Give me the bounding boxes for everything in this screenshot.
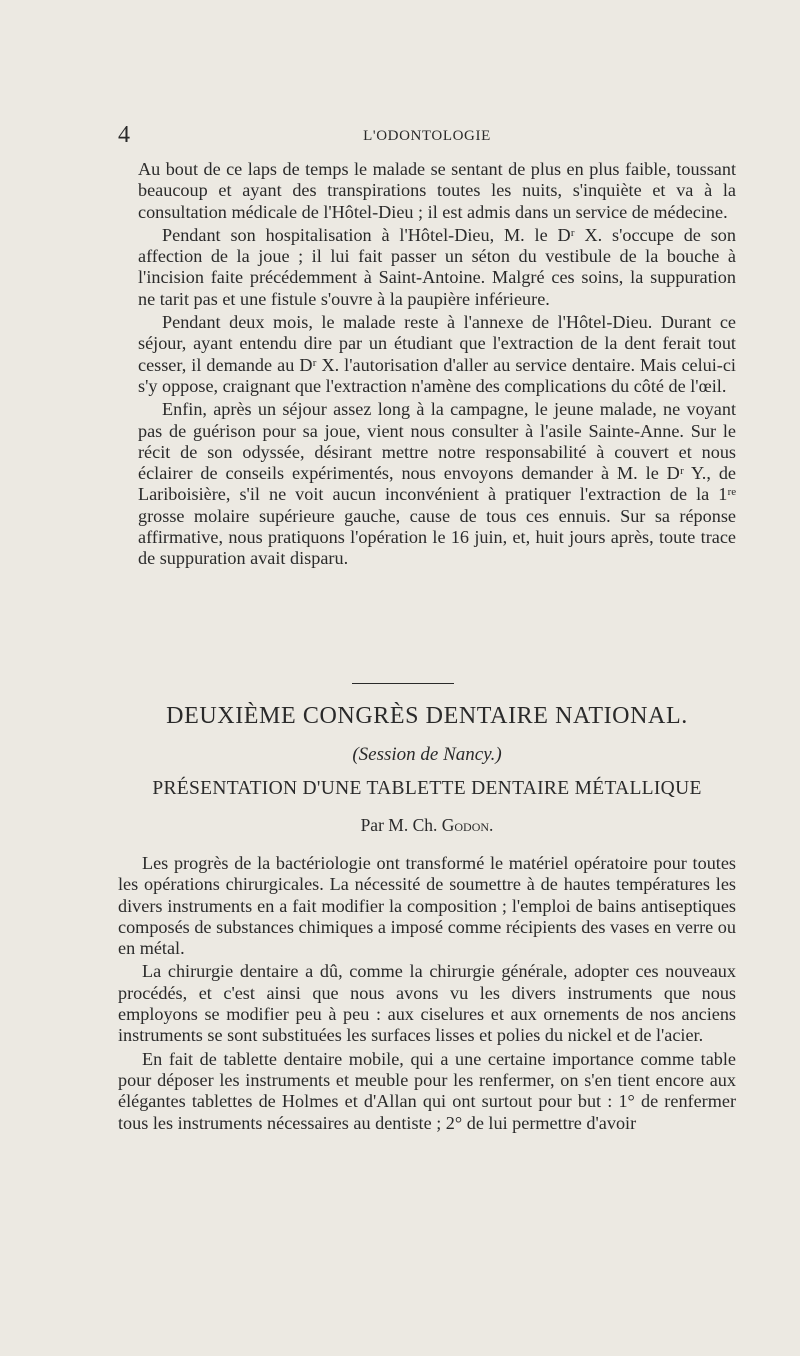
paragraph: Au bout de ce laps de temps le malade se sentant de plus en plus faible, toussant beaucoup et ayant des transpirations toutes les nuits, s'inquiète et va à la consultation médicale de l'Hôtel-Dieu ; il est admis dans un service de médecine.	[138, 159, 736, 222]
section-divider	[352, 683, 454, 684]
page-header	[118, 122, 736, 152]
paragraph: Enfin, après un séjour assez long à la campagne, le jeune malade, ne voyant pas de guérison pour sa joue, vient nous consulter à l'asile Sainte-Anne. Sur le récit de son odyssée, désirant mettre notre responsabilité à couvert et nous éclairer de conseils expérimentés, nous envoyons demander à M. le Dʳ Y., de Lariboisière, s'il ne voit aucun inconvénient à pratiquer l'extraction de la 1ʳᵉ grosse molaire supérieure gauche, cause de tous ces ennuis. Sur sa réponse affirmative, nous pratiquons l'opération le 16 juin, et, huit jours après, toute trace de suppuration avait disparu.	[138, 399, 736, 569]
page-number: 4	[118, 122, 130, 148]
running-title: L'ODONTOLOGIE	[363, 128, 491, 144]
author-line	[118, 815, 736, 836]
paragraph: Pendant deux mois, le malade reste à l'annexe de l'Hôtel-Dieu. Durant ce séjour, ayant entendu dire par un étudiant que l'extraction de la dent ferait tout cesser, il demande au Dʳ X. l'autorisation d'aller au service dentaire. Mais celui-ci s'y oppose, craignant que l'extraction n'amène des complications du côté de l'œil.	[138, 312, 736, 396]
paragraph: Les progrès de la bactériologie ont transformé le matériel opératoire pour toutes les opérations chirurgicales. La nécessité de soumettre à de hautes températures les divers instruments en a fait modifier la composition ; l'emploi de bains antiseptiques composés de substances chimiques a imposé comme récipients des vases en verre ou en métal.	[118, 853, 736, 959]
session-line	[118, 744, 736, 766]
body-text-bottom	[118, 853, 736, 1134]
article-title: PRÉSENTATION D'UNE TABLETTE DENTAIRE MÉTALLIQUE	[152, 778, 702, 799]
session-text: (Session de Nancy.)	[352, 744, 502, 765]
body-text-top	[138, 159, 736, 570]
author-name: Godon.	[441, 815, 494, 835]
section-title: DEUXIÈME CONGRÈS DENTAIRE NATIONAL.	[166, 703, 688, 729]
paragraph: En fait de tablette dentaire mobile, qui a une certaine importance comme table pour déposer les instruments et meuble pour les renfermer, on s'en tient encore aux élégantes tablettes de Holmes et d'Allan qui ont surtout pour but : 1° de renfermer tous les instruments nécessaires au dentiste ; 2° de lui permettre d'avoir	[118, 1048, 736, 1133]
paragraph: Pendant son hospitalisation à l'Hôtel-Dieu, M. le Dʳ X. s'occupe de son affection de la joue ; il lui fait passer un séton du vestibule de la bouche à l'incision faite précédemment à Saint-Antoine. Malgré ces soins, la suppuration ne tarit pas et une fistule s'ouvre à la paupière inférieure.	[138, 224, 736, 309]
author-prefix: Par M. Ch.	[360, 815, 442, 835]
paragraph: La chirurgie dentaire a dû, comme la chirurgie générale, adopter ces nouveaux procédés, et c'est ainsi que nous avons vu les divers instruments que nous employons se modifier peu à peu : aux ciselures et aux ornements de nos anciens instruments se sont substituées les surfaces lisses et polies du nickel et de l'acier.	[118, 961, 736, 1046]
